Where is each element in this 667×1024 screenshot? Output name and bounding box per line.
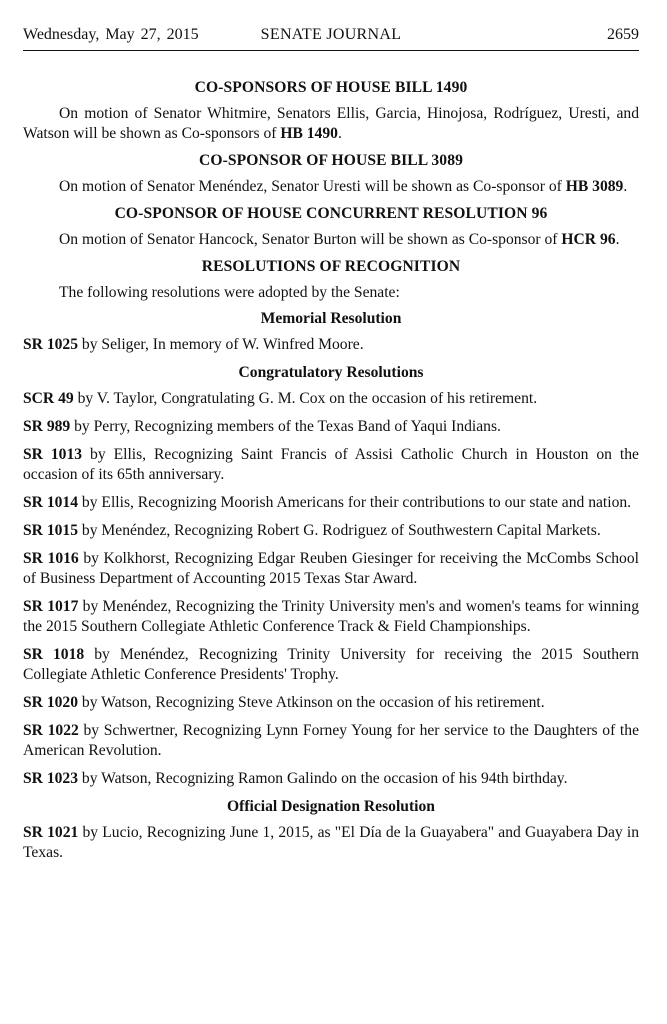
resolution-entry — [23, 823, 639, 863]
resolution-text: by Seliger, In memory of W. Winfred Moore. — [78, 336, 364, 353]
resolution-number: SR 1020 — [23, 694, 79, 711]
resolution-number: SR 1021 — [23, 824, 79, 841]
journal-body — [23, 78, 639, 871]
resolution-entry — [23, 445, 639, 485]
resolution-entry — [23, 335, 639, 355]
resolution-number: SR 1014 — [23, 494, 79, 511]
paragraph-hcr96 — [23, 230, 639, 250]
resolution-entry — [23, 389, 639, 409]
resolution-number: SR 1013 — [23, 446, 83, 463]
resolution-text: by Ellis, Recognizing Moorish Americans for their contributions to our state and nation. — [78, 494, 632, 511]
official-designation-resolutions-list — [23, 823, 639, 863]
resolution-entry — [23, 769, 639, 789]
resolution-text: by Watson, Recognizing Steve Atkinson on the occasion of his retirement. — [78, 694, 545, 711]
bill-number: HB 1490 — [280, 125, 338, 142]
paragraph-text: On motion of Senator Menéndez, Senator Uresti will be shown as Co-sponsor of — [59, 178, 566, 195]
resolution-entry — [23, 521, 639, 541]
resolution-number: SR 1023 — [23, 770, 79, 787]
resolution-text: by Ellis, Recognizing Saint Francis of Assisi Catholic Church in Houston on the occasion of its 65th anniversary. — [23, 446, 639, 483]
resolution-number: SR 1015 — [23, 522, 79, 539]
paragraph-hb3089 — [23, 177, 639, 197]
resolution-text: by V. Taylor, Congratulating G. M. Cox on the occasion of his retirement. — [73, 390, 538, 407]
header-rule — [23, 50, 639, 51]
resolution-text: by Perry, Recognizing members of the Texas Band of Yaqui Indians. — [70, 418, 501, 435]
header-date: Wednesday, May 27, 2015 — [23, 26, 199, 43]
header-page-number: 2659 — [607, 26, 639, 43]
paragraph-text: On motion of Senator Whitmire, Senators Ellis, Garcia, Hinojosa, Rodríguez, Uresti, and Watson will be shown as Co-sponsors of — [23, 105, 639, 142]
resolution-entry — [23, 693, 639, 713]
bill-number: HB 3089 — [565, 178, 624, 195]
paragraph-text: On motion of Senator Hancock, Senator Burton will be shown as Co-sponsor of — [59, 231, 562, 248]
section-heading-hb1490: CO-SPONSORS OF HOUSE BILL 1490 — [194, 79, 468, 96]
resolution-number: SR 1017 — [23, 598, 79, 615]
section-heading-hcr96: CO-SPONSOR OF HOUSE CONCURRENT RESOLUTION 96 — [114, 205, 548, 222]
resolution-number: SR 1025 — [23, 336, 79, 353]
resolution-entry — [23, 597, 639, 637]
paragraph-tail: . — [337, 125, 342, 142]
resolution-number: SR 1016 — [23, 550, 79, 567]
paragraph-tail: . — [623, 178, 628, 195]
congratulatory-resolutions-list — [23, 389, 639, 789]
resolution-entry — [23, 493, 639, 513]
subheading-congratulatory: Congratulatory Resolutions — [238, 364, 424, 381]
section-heading-recognition: RESOLUTIONS OF RECOGNITION — [201, 258, 461, 275]
resolution-number: SCR 49 — [23, 390, 74, 407]
resolution-text: by Menéndez, Recognizing Trinity University for receiving the 2015 Southern Collegiate Athletic Conference Presidents' Trophy. — [23, 646, 639, 683]
running-head — [23, 26, 639, 50]
resolution-text: by Kolkhorst, Recognizing Edgar Reuben Giesinger for receiving the McCombs School of Business Department of Accounting 2015 Texas Star Award. — [23, 550, 639, 587]
resolution-number: SR 989 — [23, 418, 71, 435]
resolution-entry — [23, 549, 639, 589]
header-journal-title: SENATE JOURNAL — [260, 26, 402, 43]
resolution-text: by Schwertner, Recognizing Lynn Forney Young for her service to the Daughters of the American Revolution. — [23, 722, 639, 759]
resolution-entry — [23, 645, 639, 685]
resolution-entry — [23, 721, 639, 761]
resolution-number: SR 1022 — [23, 722, 79, 739]
resolution-text: by Menéndez, Recognizing the Trinity University men's and women's teams for winning the 2015 Southern Collegiate Athletic Conference Track & Field Championships. — [23, 598, 639, 635]
bill-number: HCR 96 — [561, 231, 616, 248]
memorial-resolutions-list — [23, 335, 639, 355]
resolution-number: SR 1018 — [23, 646, 85, 663]
paragraph-hb1490 — [23, 104, 639, 144]
subheading-memorial: Memorial Resolution — [260, 310, 402, 327]
resolution-text: by Watson, Recognizing Ramon Galindo on the occasion of his 94th birthday. — [78, 770, 568, 787]
recognition-intro: The following resolutions were adopted by the Senate: — [59, 284, 400, 301]
section-heading-hb3089: CO-SPONSOR OF HOUSE BILL 3089 — [199, 152, 463, 169]
subheading-official-designation: Official Designation Resolution — [227, 798, 435, 815]
resolution-text: by Lucio, Recognizing June 1, 2015, as "El Día de la Guayabera" and Guayabera Day in Texas. — [23, 824, 639, 861]
resolution-text: by Menéndez, Recognizing Robert G. Rodriguez of Southwestern Capital Markets. — [78, 522, 601, 539]
resolution-entry — [23, 417, 639, 437]
paragraph-tail: . — [615, 231, 620, 248]
